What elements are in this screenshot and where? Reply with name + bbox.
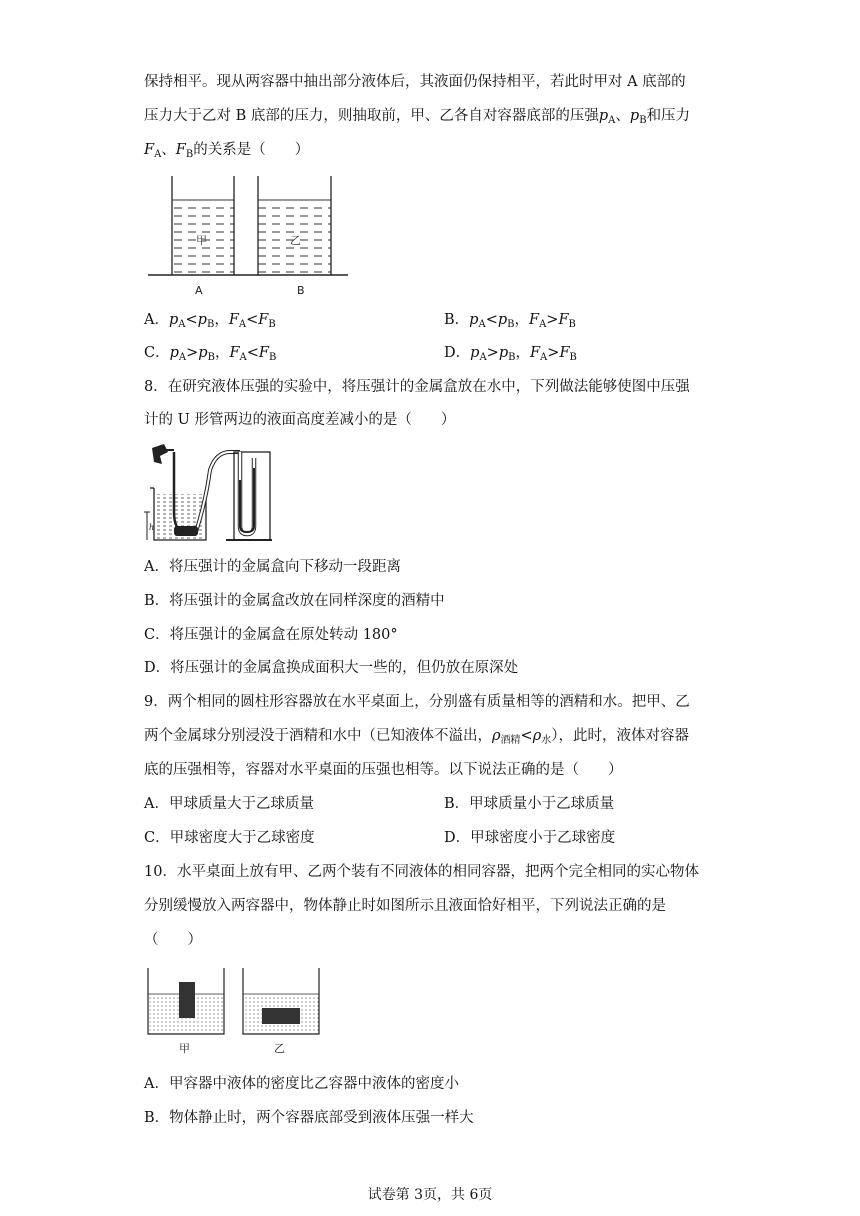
q8-label-h: h bbox=[149, 523, 155, 532]
q9-option-D: D．甲球密度小于乙球密度 bbox=[444, 830, 616, 846]
q7-label-B: B bbox=[297, 284, 305, 297]
q8-line-2: 计的 U 形管两边的液面高度差减小的是（ ） bbox=[144, 412, 456, 428]
q7-line-3: $F_A$、$F_B$的关系是（ ） bbox=[144, 142, 310, 160]
q7-option-D: D．$p_A>p_B$，$F_A>F_B$ bbox=[444, 345, 577, 363]
q9-option-A: A．甲球质量大于乙球质量 bbox=[144, 796, 314, 812]
q7-label-yi: 乙 bbox=[290, 234, 301, 247]
q8-option-C: C．将压强计的金属盒在原处转动 180° bbox=[144, 627, 398, 643]
q7-option-A: A．$p_A<p_B$，$F_A<F_B$ bbox=[144, 312, 276, 330]
q7-label-jia: 甲 bbox=[196, 234, 207, 247]
q10-figure-containers bbox=[144, 964, 324, 1056]
q8-option-A: A．将压强计的金属盒向下移动一段距离 bbox=[144, 559, 401, 575]
q7-option-B: B．$p_A<p_B$，$F_A>F_B$ bbox=[444, 312, 576, 330]
q10-label-yi: 乙 bbox=[274, 1042, 285, 1055]
q7-line-1: 保持相平。现从两容器中抽出部分液体后，其液面仍保持相平，若此时甲对 A 底部的 bbox=[144, 74, 686, 90]
q9-line-2: 两个金属球分别浸没于酒精和水中（已知液体不溢出，$\rho_{酒精}<\rho_水$），此时，液体对容器 bbox=[144, 728, 689, 746]
q7-line-2: 压力大于乙对 B 底部的压力，则抽取前，甲、乙各自对容器底部的压强$p_A$、$p_B$和压力 bbox=[144, 108, 691, 126]
q9-option-B: B．甲球质量小于乙球质量 bbox=[444, 796, 615, 812]
q10-label-jia: 甲 bbox=[179, 1042, 190, 1055]
q10-line-3: （ ） bbox=[144, 932, 202, 948]
q8-option-B: B．将压强计的金属盒改放在同样深度的酒精中 bbox=[144, 593, 445, 609]
q7-line-2-text: 压力大于乙对 B 底部的压力，则抽取前，甲、乙各自对容器底部的压强 bbox=[144, 108, 599, 124]
q8-figure-pressure-gauge bbox=[144, 440, 274, 550]
q7-option-C: C．$p_A>p_B$，$F_A<F_B$ bbox=[144, 345, 277, 363]
q7-label-A: A bbox=[195, 284, 203, 297]
q10-option-B: B．物体静止时，两个容器底部受到液体压强一样大 bbox=[144, 1110, 474, 1126]
q9-line-1: 9．两个相同的圆柱形容器放在水平桌面上，分别盛有质量相等的酒精和水。把甲、乙 bbox=[144, 694, 690, 710]
q7-figure-containers bbox=[144, 172, 350, 298]
page-footer: 试卷第 3页，共 6页 bbox=[367, 1187, 493, 1203]
q9-option-C: C．甲球密度大于乙球密度 bbox=[144, 830, 315, 846]
q8-line-1: 8．在研究液体压强的实验中，将压强计的金属盒放在水中，下列做法能够使图中压强 bbox=[144, 379, 690, 395]
q8-option-D: D．将压强计的金属盒换成面积大一些的，但仍放在原深处 bbox=[144, 660, 519, 676]
q10-option-A: A．甲容器中液体的密度比乙容器中液体的密度小 bbox=[144, 1076, 459, 1092]
q10-line-2: 分别缓慢放入两容器中，物体静止时如图所示且液面恰好相平，下列说法正确的是 bbox=[144, 898, 666, 914]
q10-line-1: 10．水平桌面上放有甲、乙两个装有不同液体的相同容器，把两个完全相同的实心物体 bbox=[144, 864, 699, 880]
q9-line-3: 底的压强相等，容器对水平桌面的压强也相等。以下说法正确的是（ ） bbox=[144, 762, 623, 778]
